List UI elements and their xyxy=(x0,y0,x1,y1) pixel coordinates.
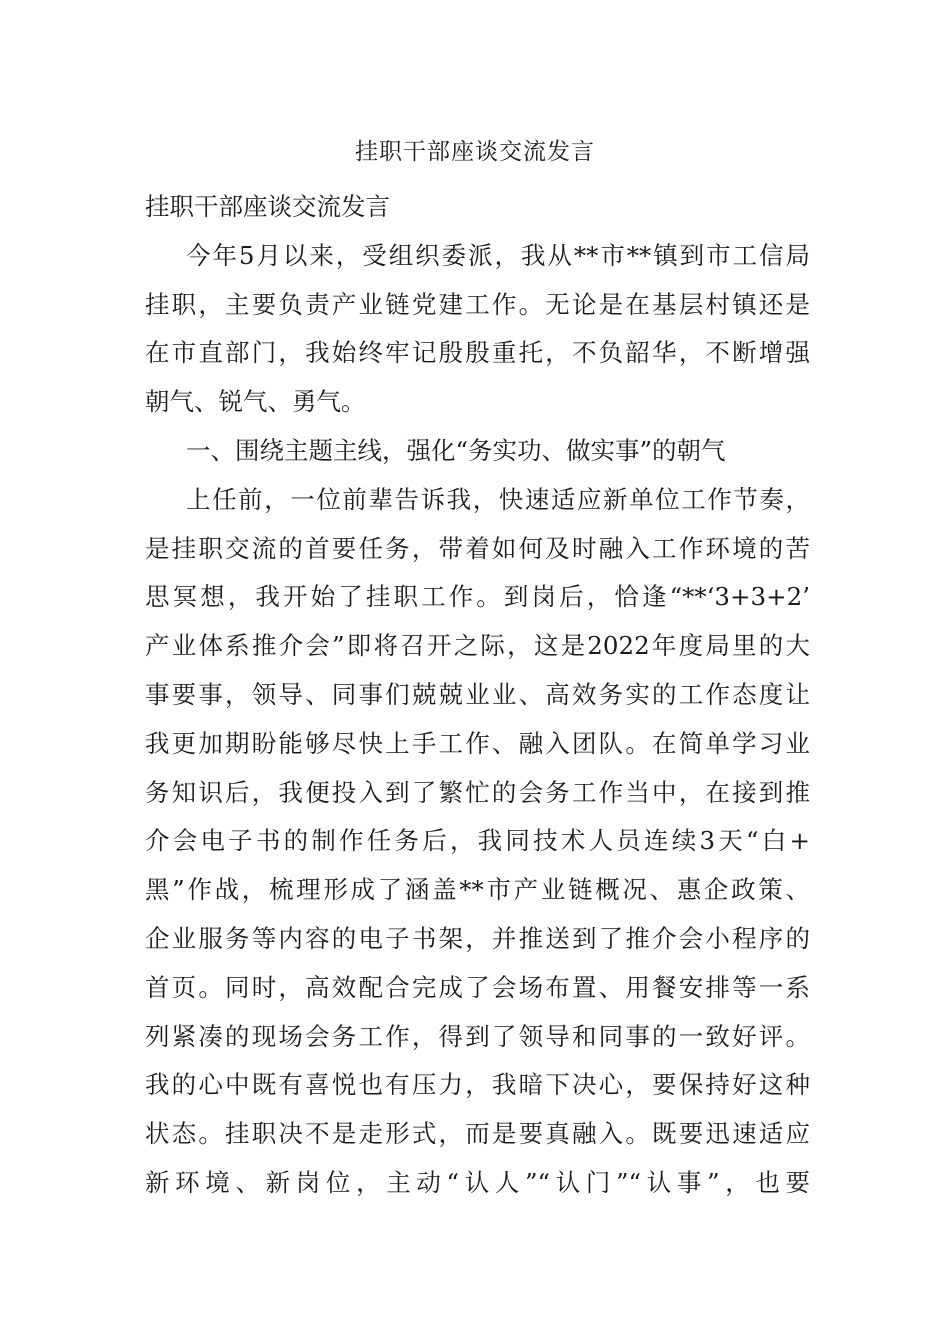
paragraph-line: 上任前，一位前辈告诉我，快速适应新单位工作节奏， xyxy=(186,484,810,514)
section-heading: 一、围绕主题主线，强化“务实功、做实事”的朝气 xyxy=(186,435,726,465)
paragraph-line: 黑”作战，梳理形成了涵盖**市产业链概况、惠企政策、 xyxy=(145,875,810,905)
paragraph-line: 思冥想，我开始了挂职工作。到岗后，恰逢“**‘3+3+2’ xyxy=(145,582,810,612)
paragraph-line: 在市直部门，我始终牢记殷殷重托，不负韶华，不断增强 xyxy=(145,338,810,368)
paragraph-line: 朝气、锐气、勇气。 xyxy=(145,387,366,417)
paragraph-line: 挂职，主要负责产业链党建工作。无论是在基层村镇还是 xyxy=(145,289,810,319)
paragraph-line: 新环境、新岗位，主动“认人”“认门”“认事”，也要 xyxy=(145,1167,810,1197)
document-body xyxy=(145,183,810,1208)
paragraph-line: 状态。挂职决不是走形式，而是要真融入。既要迅速适应 xyxy=(145,1119,810,1149)
paragraph-line: 我更加期盼能够尽快上手工作、融入团队。在简单学习业 xyxy=(145,728,810,758)
paragraph-line: 企业服务等内容的电子书架，并推送到了推介会小程序的 xyxy=(145,923,810,953)
paragraph-line: 事要事，领导、同事们兢兢业业、高效务实的工作态度让 xyxy=(145,679,810,709)
paragraph-line: 介会电子书的制作任务后，我同技术人员连续3天“白+ xyxy=(145,826,810,856)
paragraph-line: 列紧凑的现场会务工作，得到了领导和同事的一致好评。 xyxy=(145,1021,810,1051)
document-title: 挂职干部座谈交流发言 xyxy=(355,139,595,165)
paragraph-line: 是挂职交流的首要任务，带着如何及时融入工作环境的苦 xyxy=(145,533,810,563)
paragraph-line: 我的心中既有喜悦也有压力，我暗下决心，要保持好这种 xyxy=(145,1070,810,1100)
paragraph-line: 首页。同时，高效配合完成了会场布置、用餐安排等一系 xyxy=(145,972,810,1002)
paragraph-line: 务知识后，我便投入到了繁忙的会务工作当中，在接到推 xyxy=(145,777,810,807)
paragraph-line: 产业体系推介会”即将召开之际，这是2022年度局里的大 xyxy=(145,631,810,661)
body-subtitle-line: 挂职干部座谈交流发言 xyxy=(145,192,390,221)
paragraph-line: 今年5月以来，受组织委派，我从**市**镇到市工信局 xyxy=(186,240,810,270)
